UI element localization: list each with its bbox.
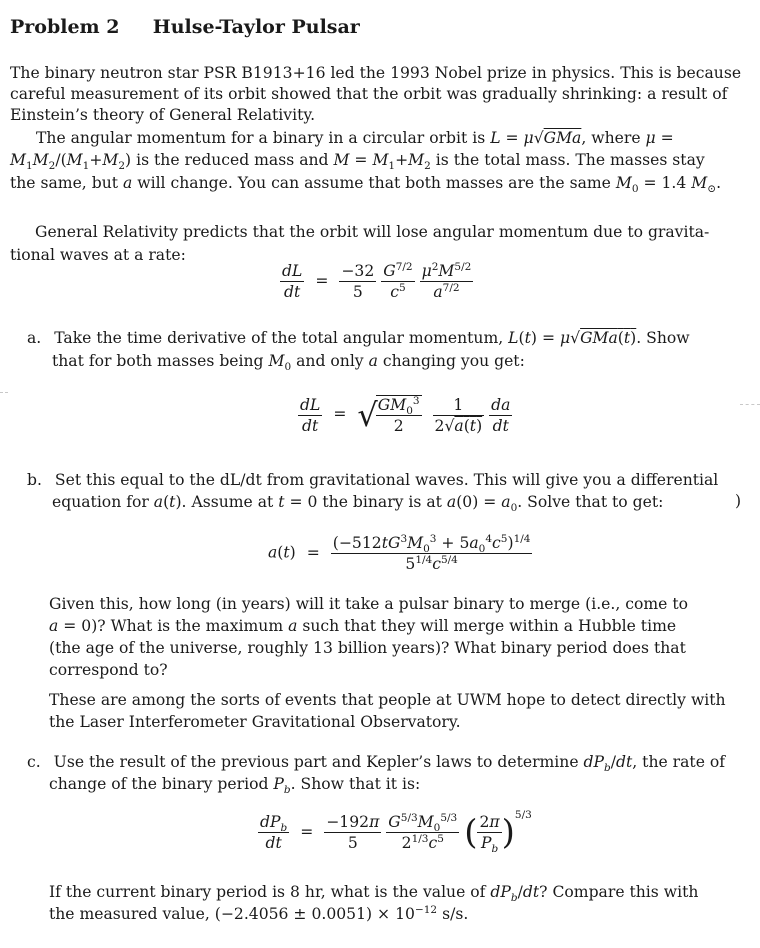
intro-line: careful measurement of its orbit showed that the orbit was gradually shrinking: a result of <box>10 85 728 103</box>
part-a-label: a. <box>27 329 42 347</box>
intro-line: The binary neutron star PSR B1913+16 led the 1993 Nobel prize in physics. This is because <box>10 64 742 82</box>
mu-definition: $M_1M_2/(M_1+M_2)$ <box>10 151 132 173</box>
part-b-note: the Laser Interferometer Gravitational Observatory. <box>49 713 461 731</box>
part-b-question: correspond to? <box>49 661 168 679</box>
M0-definition: $M_0 = 1.4$ $M_⊙$. <box>615 174 722 196</box>
part-c-line: change of the binary period $P_b$. Show that it is: <box>49 775 421 797</box>
L-equation: L = μ√GMa <box>490 129 582 147</box>
margin-rule <box>740 404 760 405</box>
masses-line: the same, but a will change. You can assume that both masses are the same $M_0 = 1.4$ $M_⊙$. <box>10 174 722 196</box>
intro-line: Einstein’s theory of General Relativity. <box>10 106 316 124</box>
Lt-equation: L(t) = μ√GMa(t) <box>508 329 637 347</box>
angular-momentum-line: The angular momentum for a binary in a circular orbit is L = μ√GMa, where μ = <box>36 129 674 147</box>
part-c-final: the measured value, $(-2.4056 \pm 0.0051) \times 10^{-12}$ s/s. <box>49 903 469 923</box>
equation-dLdt-gw: $\frac{dL}{dt}$ = $\frac{-32}{5}$ $\frac{G^{7/2}}{c^5}$ $\frac{\mu^2M^{5/2}}{a^{7/2}}$ <box>282 260 472 301</box>
part-c-line: c. Use the result of the previous part and Kepler’s laws to determine $dP_b/dt$, the rate of <box>27 753 726 775</box>
gr-line: General Relativity predicts that the orbit will lose angular momentum due to gravita- <box>35 223 710 241</box>
mu-symbol: μ = <box>645 129 674 147</box>
part-b-label: b. <box>27 471 42 489</box>
reduced-mass-line: $M_1M_2/(M_1+M_2)$ is the reduced mass and $M = M_1+M_2$ is the total mass. The masses stay <box>10 151 705 173</box>
part-a-line: that for both masses being $M_0$ and only a changing you get: <box>52 352 525 374</box>
problem-heading <box>10 16 360 38</box>
part-b-question: Given this, how long (in years) will it take a pulsar binary to merge (i.e., come to <box>49 595 688 613</box>
measured-value: (−2.4056 ± 0.0051) × 10 <box>214 905 415 923</box>
problem-number: Problem 2 <box>10 16 120 38</box>
part-b-line: equation for a(t). Assume at t = 0 the binary is at $a(0) = a_0$. Solve that to get: <box>52 493 664 515</box>
equation-dPbdt: $\frac{dP_b}{dt}$ = $\frac{-192\pi}{5}$ $\frac{G^{5/3}M_0^{5/3}}{2^{1/3}c^5}$ ( $\frac{2\pi}{P_b}$ )$^{5/3}$ <box>260 809 532 856</box>
gr-line: tional waves at a rate: <box>10 246 186 264</box>
equation-a-of-t: a(t) = $\frac{(-512tG^3M_0^3 + 5a_0^4c^5)^{1/4}}{5^{1/4}c^{5/4}}$ <box>268 532 531 573</box>
stray-mark: ) <box>735 492 742 510</box>
part-b-note: These are among the sorts of events that people at UWM hope to detect directly with <box>49 691 726 709</box>
problem-title: Hulse-Taylor Pulsar <box>152 16 360 38</box>
part-b-question: a = 0)? What is the maximum a such that they will merge within a Hubble time <box>49 617 677 635</box>
part-c-label: c. <box>27 753 41 771</box>
part-b-question: (the age of the universe, roughly 13 billion years)? What binary period does that <box>49 639 686 657</box>
part-b-line: b. Set this equal to the dL/dt from gravitational waves. This will give you a differential <box>27 471 719 489</box>
margin-rule <box>0 392 8 393</box>
total-mass-definition: $M = M_1+M_2$ <box>333 151 431 173</box>
part-c-final: If the current binary period is 8 hr, what is the value of $dP_b/dt$? Compare this with <box>49 883 699 905</box>
equation-dLdt-part-a: $\frac{dL}{dt}$ = √ $\frac{GM_0^3}{2}$ $\frac{1}{2√a(t)}$ $\frac{da}{dt}$ <box>300 394 511 435</box>
part-a-line: a. Take the time derivative of the total angular momentum, L(t) = μ√GMa(t). Show <box>27 329 690 347</box>
